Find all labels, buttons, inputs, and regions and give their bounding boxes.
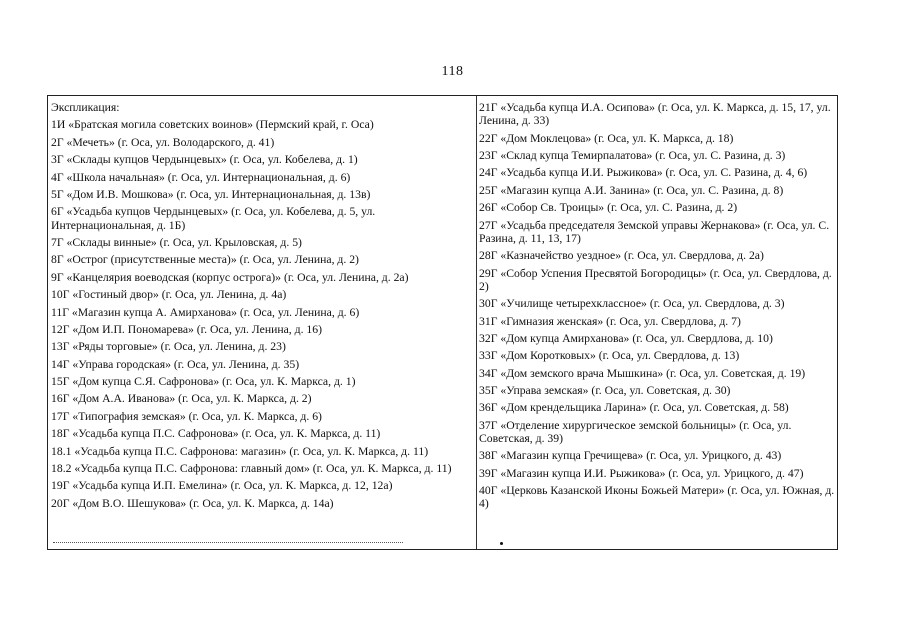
list-item: 26Г «Собор Св. Троицы» (г. Оса, ул. С. Разина, д. 2) xyxy=(479,201,738,215)
explication-header: Экспликация: xyxy=(51,101,120,114)
list-item: 18Г «Усадьба купца П.С. Сафронова» (г. Оса, ул. К. Маркса, д. 11) xyxy=(51,427,381,441)
list-item: 1И «Братская могила советских воинов» (Пермский край, г. Оса) xyxy=(51,118,374,132)
list-item: 6Г «Усадьба купцов Чердынцевых» (г. Оса, ул. Кобелева, д. 5, ул. Интернациональная, д. 1Б) xyxy=(51,205,376,232)
list-item: 15Г «Дом купца С.Я. Сафронова» (г. Оса, ул. К. Маркса, д. 1) xyxy=(51,375,356,389)
list-item: 23Г «Склад купца Темирпалатова» (г. Оса, ул. С. Разина, д. 3) xyxy=(479,148,786,162)
list-item: 22Г «Дом Моклецова» (г. Оса, ул. К. Маркса, д. 18) xyxy=(479,131,734,145)
dot-mark xyxy=(500,542,503,545)
list-item: 4Г «Школа начальная» (г. Оса, ул. Интернациональная, д. 6) xyxy=(51,170,351,184)
column-divider xyxy=(476,96,477,549)
list-item: 35Г «Управа земская» (г. Оса, ул. Советская, д. 30) xyxy=(479,384,731,398)
list-item: 19Г «Усадьба купца И.П. Емелина» (г. Оса, ул. К. Маркса, д. 12, 12а) xyxy=(51,479,393,493)
list-item: 7Г «Склады винные» (г. Оса, ул. Крыловская, д. 5) xyxy=(51,235,302,249)
right-column xyxy=(479,101,835,515)
list-item: 34Г «Дом земского врача Мышкина» (г. Оса, ул. Советская, д. 19) xyxy=(479,366,806,380)
list-item: 24Г «Усадьба купца И.И. Рыжикова» (г. Оса, ул. С. Разина, д. 4, 6) xyxy=(479,166,808,180)
list-item: 25Г «Магазин купца А.И. Занина» (г. Оса, ул. С. Разина, д. 8) xyxy=(479,183,784,197)
list-item: 8Г «Острог (присутственные места)» (г. Оса, ул. Ленина, д. 2) xyxy=(51,253,359,267)
list-item: 31Г «Гимназия женская» (г. Оса, ул. Свердлова, д. 7) xyxy=(479,314,741,328)
list-item: 32Г «Дом купца Амирханова» (г. Оса, ул. Свердлова, д. 10) xyxy=(479,331,773,345)
list-item: 28Г «Казначейство уездное» (г. Оса, ул. Свердлова, д. 2а) xyxy=(479,249,764,263)
list-item: 18.2 «Усадьба купца П.С. Сафронова: главный дом» (г. Оса, ул. К. Маркса, д. 11) xyxy=(51,462,452,476)
list-item: 38Г «Магазин купца Гречищева» (г. Оса, ул. Урицкого, д. 43) xyxy=(479,449,782,463)
page-number: 118 xyxy=(441,64,464,79)
list-item: 3Г «Склады купцов Чердынцевых» (г. Оса, ул. Кобелева, д. 1) xyxy=(51,153,358,167)
list-item: 33Г «Дом Коротковых» (г. Оса, ул. Свердлова, д. 13) xyxy=(479,349,740,363)
list-item: 11Г «Магазин купца А. Амирханова» (г. Оса, ул. Ленина, д. 6) xyxy=(51,305,360,319)
list-item: 27Г «Усадьба председателя Земской управы Жернакова» (г. Оса, ул. С. Разина, д. 11, 13, 17) xyxy=(479,218,830,245)
explication-table xyxy=(47,95,838,550)
bottom-rule xyxy=(53,542,403,543)
list-item: 20Г «Дом В.О. Шешукова» (г. Оса, ул. К. Маркса, д. 14а) xyxy=(51,496,334,510)
list-item: 9Г «Канцелярия воеводская (корпус острога)» (г. Оса, ул. Ленина, д. 2а) xyxy=(51,270,409,284)
list-item: 40Г «Церковь Казанской Иконы Божьей Матери» (г. Оса, ул. Южная, д. 4) xyxy=(479,484,835,511)
list-item: 17Г «Типография земская» (г. Оса, ул. К. Маркса, д. 6) xyxy=(51,409,322,423)
list-item: 12Г «Дом И.П. Пономарева» (г. Оса, ул. Ленина, д. 16) xyxy=(51,322,322,336)
list-item: 14Г «Управа городская» (г. Оса, ул. Ленина, д. 35) xyxy=(51,357,300,371)
list-item: 29Г «Собор Успения Пресвятой Богородицы» (г. Оса, ул. Свердлова, д. 2) xyxy=(479,266,832,293)
list-item: 5Г «Дом И.В. Мошкова» (г. Оса, ул. Интернациональная, д. 13в) xyxy=(51,187,371,201)
list-item: 2Г «Мечеть» (г. Оса, ул. Володарского, д. 41) xyxy=(51,135,275,149)
list-item: 30Г «Училище четырехклассное» (г. Оса, ул. Свердлова, д. 3) xyxy=(479,297,785,311)
list-item: 36Г «Дом крендельщика Ларина» (г. Оса, ул. Советская, д. 58) xyxy=(479,401,789,415)
list-item: 18.1 «Усадьба купца П.С. Сафронова: магазин» (г. Оса, ул. К. Маркса, д. 11) xyxy=(51,444,429,458)
list-item: 21Г «Усадьба купца И.А. Осипова» (г. Оса, ул. К. Маркса, д. 15, 17, ул. Ленина, д. 33) xyxy=(479,101,831,128)
list-item: 16Г «Дом А.А. Иванова» (г. Оса, ул. К. Маркса, д. 2) xyxy=(51,392,312,406)
left-column xyxy=(51,101,473,514)
list-item: 10Г «Гостиный двор» (г. Оса, ул. Ленина, д. 4а) xyxy=(51,288,287,302)
list-item: 13Г «Ряды торговые» (г. Оса, ул. Ленина, д. 23) xyxy=(51,340,286,354)
list-item: 37Г «Отделение хирургическое земской больницы» (г. Оса, ул. Советская, д. 39) xyxy=(479,418,792,446)
list-item: 39Г «Магазин купца И.И. Рыжикова» (г. Оса, ул. Урицкого, д. 47) xyxy=(479,466,804,480)
